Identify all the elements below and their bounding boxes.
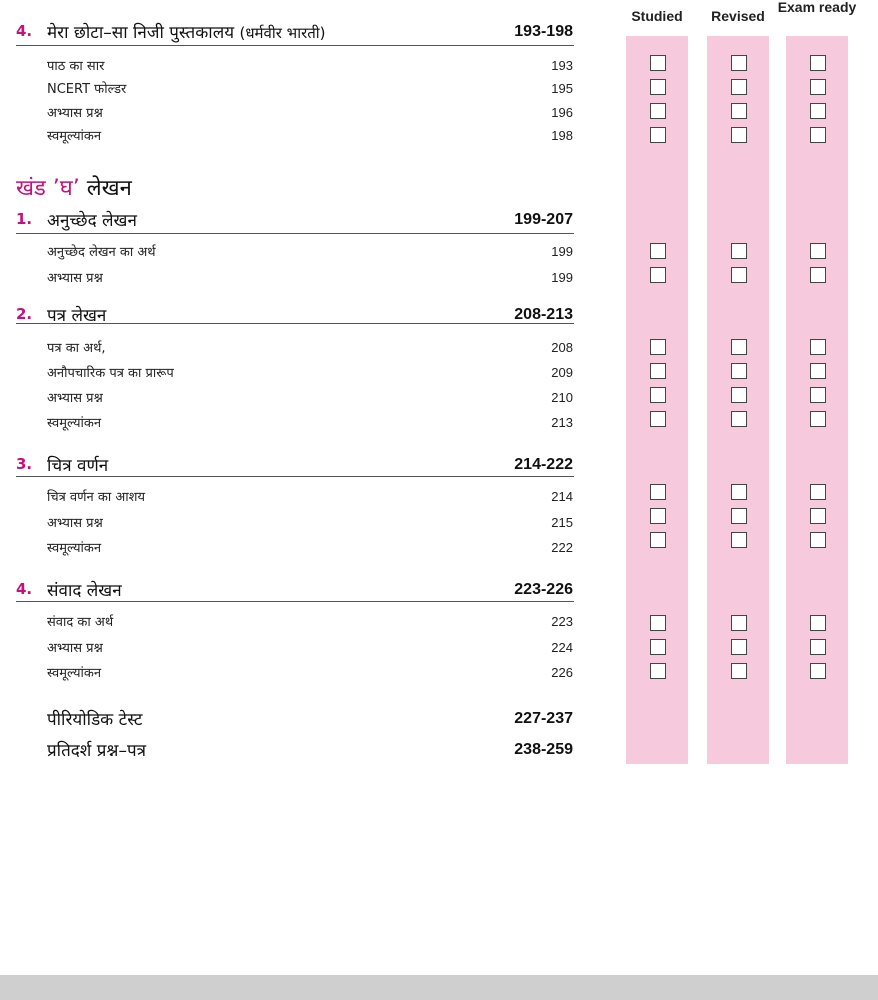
chapter-author: (धर्मवीर भारती) (239, 24, 326, 42)
exam-ready-checkbox[interactable] (810, 639, 826, 655)
studied-checkbox[interactable] (650, 103, 666, 119)
exam-ready-checkbox[interactable] (810, 243, 826, 259)
topic-title: स्वमूल्यांकन (47, 129, 102, 144)
revised-checkbox[interactable] (731, 55, 747, 71)
chapter-page-range: 199-207 (514, 211, 573, 228)
exam-ready-checkbox[interactable] (810, 267, 826, 283)
revised-checkbox[interactable] (731, 363, 747, 379)
topic-title: संवाद का अर्थ (47, 615, 114, 630)
exam-ready-checkbox[interactable] (810, 532, 826, 548)
topic-page: 196 (551, 105, 573, 120)
chapter-divider (16, 476, 574, 477)
chapter-divider (16, 233, 574, 234)
chapter-divider (16, 323, 574, 324)
chapter-number: 2. (16, 305, 33, 323)
chapter-title: पत्र लेखन (47, 306, 107, 326)
topic-title: अभ्यास प्रश्न (47, 641, 103, 656)
chapter-page-range: 193-198 (514, 23, 573, 40)
chapter-number: 3. (16, 455, 33, 473)
topic-page: 198 (551, 128, 573, 143)
topic-page: 214 (551, 489, 573, 504)
topic-page: 195 (551, 81, 573, 96)
topic-title: अभ्यास प्रश्न (47, 106, 103, 121)
chapter-title (47, 20, 326, 43)
studied-checkbox[interactable] (650, 663, 666, 679)
studied-checkbox[interactable] (650, 484, 666, 500)
topic-title: स्वमूल्यांकन (47, 666, 102, 681)
revised-checkbox[interactable] (731, 127, 747, 143)
topic-page: 208 (551, 340, 573, 355)
studied-checkbox[interactable] (650, 532, 666, 548)
studied-checkbox[interactable] (650, 55, 666, 71)
exam-ready-checkbox[interactable] (810, 615, 826, 631)
studied-checkbox[interactable] (650, 339, 666, 355)
revised-checkbox[interactable] (731, 615, 747, 631)
topic-page: 224 (551, 640, 573, 655)
chapter-number: 4. (16, 22, 33, 40)
exam-ready-checkbox[interactable] (810, 363, 826, 379)
topic-page: 215 (551, 515, 573, 530)
chapter-title: अनुच्छेद लेखन (47, 211, 137, 231)
revised-checkbox[interactable] (731, 243, 747, 259)
topic-title: चित्र वर्णन का आशय (47, 490, 146, 505)
topic-title: NCERT फोल्डर (47, 82, 127, 97)
studied-checkbox[interactable] (650, 615, 666, 631)
topic-title: अभ्यास प्रश्न (47, 391, 103, 406)
exam-ready-checkbox[interactable] (810, 484, 826, 500)
studied-checkbox[interactable] (650, 363, 666, 379)
chapter-title: संवाद लेखन (47, 581, 122, 601)
chapter-title-text: मेरा छोटा–सा निजी पुस्तकालय (47, 23, 235, 43)
chapter-number: 1. (16, 210, 33, 228)
sample-paper-range: 238-259 (514, 741, 573, 758)
periodic-test-title: पीरियोडिक टेस्ट (47, 710, 143, 730)
topic-page: 222 (551, 540, 573, 555)
chapter-page-range: 223-226 (514, 581, 573, 598)
revised-checkbox[interactable] (731, 103, 747, 119)
topic-title: अभ्यास प्रश्न (47, 516, 103, 531)
exam-ready-checkbox[interactable] (810, 411, 826, 427)
exam-ready-header: Exam ready (777, 0, 857, 15)
revised-checkbox[interactable] (731, 339, 747, 355)
topic-title: अभ्यास प्रश्न (47, 271, 103, 286)
chapter-divider (16, 45, 574, 46)
revised-checkbox[interactable] (731, 411, 747, 427)
sample-paper-title: प्रतिदर्श प्रश्न–पत्र (47, 741, 146, 761)
chapter-page-range: 214-222 (514, 456, 573, 473)
footer-bar (0, 975, 878, 1000)
revised-checkbox[interactable] (731, 508, 747, 524)
topic-title: अनुच्छेद लेखन का अर्थ (47, 245, 156, 260)
revised-checkbox[interactable] (731, 79, 747, 95)
topic-page: 193 (551, 58, 573, 73)
chapter-number: 4. (16, 580, 33, 598)
exam-ready-checkbox[interactable] (810, 127, 826, 143)
revised-checkbox[interactable] (731, 639, 747, 655)
studied-checkbox[interactable] (650, 639, 666, 655)
section-title: लेखन (86, 176, 132, 201)
revised-checkbox[interactable] (731, 484, 747, 500)
topic-page: 199 (551, 270, 573, 285)
chapter-divider (16, 601, 574, 602)
revised-checkbox[interactable] (731, 387, 747, 403)
exam-ready-checkbox[interactable] (810, 508, 826, 524)
exam-ready-checkbox[interactable] (810, 339, 826, 355)
studied-checkbox[interactable] (650, 79, 666, 95)
studied-checkbox[interactable] (650, 267, 666, 283)
revised-checkbox[interactable] (731, 267, 747, 283)
topic-page: 209 (551, 365, 573, 380)
topic-page: 213 (551, 415, 573, 430)
exam-ready-checkbox[interactable] (810, 663, 826, 679)
topic-page: 210 (551, 390, 573, 405)
studied-checkbox[interactable] (650, 387, 666, 403)
section-prefix: खंड ’घ’ (16, 176, 80, 201)
topic-title: स्वमूल्यांकन (47, 541, 102, 556)
periodic-test-range: 227-237 (514, 710, 573, 727)
revised-checkbox[interactable] (731, 663, 747, 679)
topic-page: 226 (551, 665, 573, 680)
topic-title: पाठ का सार (47, 59, 105, 74)
revised-checkbox[interactable] (731, 532, 747, 548)
exam-ready-checkbox[interactable] (810, 387, 826, 403)
studied-checkbox[interactable] (650, 411, 666, 427)
topic-title: स्वमूल्यांकन (47, 416, 102, 431)
topic-page: 199 (551, 244, 573, 259)
exam-ready-checkbox[interactable] (810, 103, 826, 119)
section-heading (16, 172, 132, 202)
exam-ready-checkbox[interactable] (810, 55, 826, 71)
chapter-page-range: 208-213 (514, 306, 573, 323)
studied-header: Studied (631, 8, 683, 24)
studied-checkbox[interactable] (650, 508, 666, 524)
exam-ready-checkbox[interactable] (810, 79, 826, 95)
revised-header: Revised (711, 8, 765, 24)
studied-checkbox[interactable] (650, 127, 666, 143)
chapter-title: चित्र वर्णन (47, 456, 109, 476)
topic-title: अनौपचारिक पत्र का प्रारूप (47, 366, 174, 381)
topic-title: पत्र का अर्थ, (47, 341, 106, 356)
topic-page: 223 (551, 614, 573, 629)
studied-checkbox[interactable] (650, 243, 666, 259)
